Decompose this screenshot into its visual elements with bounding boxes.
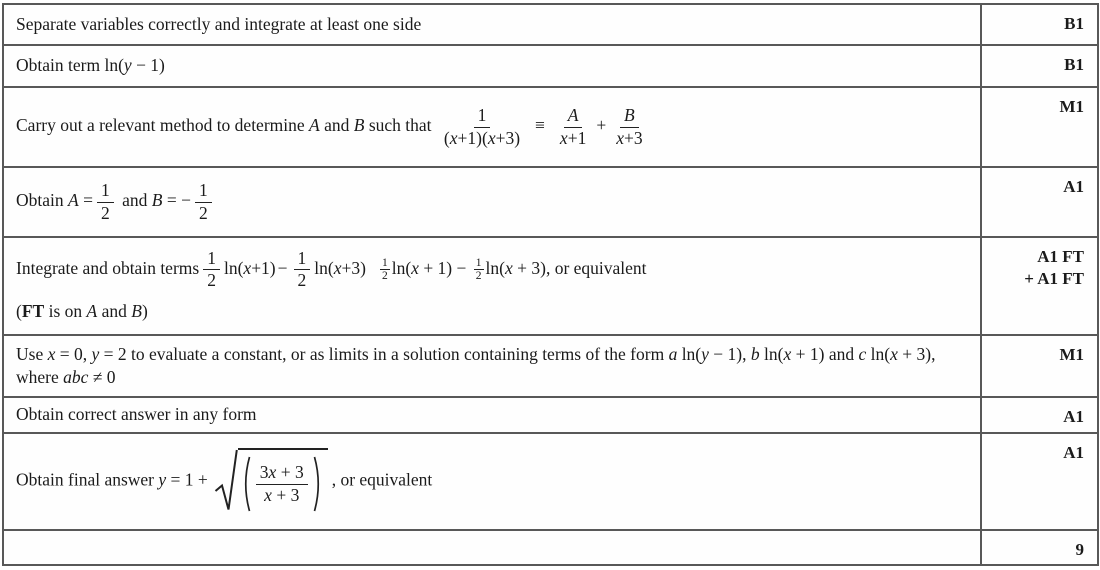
mark-cell-8 bbox=[981, 433, 1098, 530]
criterion-cell-5 bbox=[3, 237, 981, 335]
minus-sign: − bbox=[452, 257, 471, 278]
criterion-cell-6 bbox=[3, 335, 981, 397]
fraction-denominator: 2 bbox=[475, 270, 482, 283]
criterion-text: , or equivalent bbox=[545, 257, 647, 278]
criterion-cell-9 bbox=[3, 530, 981, 565]
fraction-numerator: 1 bbox=[474, 106, 491, 128]
criterion-text: is on bbox=[44, 301, 87, 322]
fraction-numerator: 1 bbox=[195, 181, 212, 203]
fraction-denominator: 2 bbox=[207, 270, 216, 291]
criterion-text: , where bbox=[16, 343, 936, 387]
math-expression: ln(x + 3) bbox=[485, 257, 546, 278]
mark-cell-6 bbox=[981, 335, 1098, 397]
math-expression: ln(x+1) bbox=[223, 257, 276, 278]
criterion-text: and bbox=[97, 301, 132, 322]
criterion-cell-1 bbox=[3, 4, 981, 45]
math-expression: B bbox=[353, 115, 365, 136]
table-row-9 bbox=[3, 530, 1098, 565]
radical-sign-icon bbox=[214, 449, 238, 513]
math-expression: B bbox=[131, 301, 142, 322]
fraction-numerator: 1 bbox=[203, 249, 220, 271]
fraction-numerator: 3x + 3 bbox=[256, 463, 308, 485]
criterion-cell-7 bbox=[3, 397, 981, 433]
criterion-text: Carry out a relevant method to determine bbox=[16, 115, 310, 136]
math-expression: y = 1 + bbox=[158, 469, 208, 490]
criterion-text: Obtain final answer bbox=[16, 469, 159, 490]
criterion-text: ) bbox=[141, 301, 148, 322]
left-paren-icon bbox=[241, 456, 251, 512]
fraction-denominator: (x+1)(x+3) bbox=[443, 127, 521, 148]
table-row-8 bbox=[3, 433, 1098, 530]
mark-cell-3 bbox=[981, 87, 1098, 167]
math-expression: a ln(y − 1), b ln(x + 1) bbox=[668, 343, 825, 364]
right-paren-icon bbox=[313, 456, 323, 512]
fraction bbox=[195, 181, 212, 223]
criterion-cell-3 bbox=[3, 87, 981, 167]
math-line bbox=[16, 247, 647, 291]
math-expression: ln(x + 1) bbox=[391, 257, 453, 278]
fraction bbox=[294, 249, 311, 291]
math-expression: A bbox=[309, 115, 320, 136]
mark-cell-4 bbox=[981, 167, 1098, 237]
math-expression: A bbox=[86, 301, 98, 322]
ft-note-line bbox=[16, 300, 968, 323]
math-expression: ln(x+3) bbox=[314, 257, 366, 278]
criterion-text: Obtain correct answer in any form bbox=[16, 404, 257, 425]
minus-sign: − bbox=[277, 257, 288, 278]
criterion-text: and bbox=[824, 343, 859, 364]
fraction-numerator: 1 bbox=[97, 181, 114, 203]
criterion-text: and bbox=[319, 115, 354, 136]
fraction bbox=[256, 463, 308, 505]
criterion-text: Integrate and obtain terms bbox=[16, 257, 200, 278]
criterion-text: Use bbox=[16, 343, 48, 364]
table-row-7 bbox=[3, 397, 1098, 433]
criterion-text: , or equivalent bbox=[331, 469, 433, 490]
fraction bbox=[440, 106, 524, 148]
mark-label: M1 bbox=[1059, 345, 1084, 364]
criterion-text: Separate variables correctly and integrate at least one side bbox=[16, 13, 422, 34]
table-row-2 bbox=[3, 45, 1098, 87]
criterion-text: Obtain bbox=[16, 190, 69, 211]
fraction-denominator: 2 bbox=[381, 270, 388, 283]
mark-cell-1 bbox=[981, 4, 1098, 45]
criterion-cell-4 bbox=[3, 167, 981, 237]
criterion-cell-2 bbox=[3, 45, 981, 87]
mark-label: B1 bbox=[1064, 14, 1084, 33]
table-row-1 bbox=[3, 4, 1098, 45]
total-marks-label: 9 bbox=[1075, 540, 1084, 559]
ft-label: FT bbox=[21, 301, 45, 322]
fraction-denominator: 2 bbox=[198, 202, 208, 223]
mark-cell-7 bbox=[981, 397, 1098, 433]
math-expression: ln(y − 1) bbox=[104, 55, 165, 76]
fraction-denominator: 2 bbox=[100, 202, 110, 223]
fraction-denominator: x + 3 bbox=[264, 484, 300, 505]
small-fraction bbox=[474, 257, 484, 283]
mark-label: A1 bbox=[1063, 407, 1084, 426]
identity-sign: ≡ bbox=[535, 115, 545, 136]
fraction bbox=[612, 106, 646, 148]
mark-label: + A1 FT bbox=[1024, 269, 1084, 289]
criterion-cell-8 bbox=[3, 433, 981, 530]
fraction-denominator: x+3 bbox=[616, 127, 643, 148]
mark-cell-5 bbox=[981, 237, 1098, 335]
fraction-numerator: 1 bbox=[294, 249, 311, 271]
table-row-4 bbox=[3, 167, 1098, 237]
mark-label: M1 bbox=[1059, 97, 1084, 116]
radicand bbox=[238, 448, 328, 515]
total-marks-cell bbox=[981, 530, 1098, 565]
criterion-text: ( bbox=[16, 301, 22, 322]
mark-label: A1 bbox=[1063, 443, 1084, 462]
mark-label: B1 bbox=[1064, 55, 1084, 74]
criterion-text: and bbox=[117, 190, 152, 211]
fraction-numerator: A bbox=[564, 106, 583, 128]
math-expression: c ln(x + 3) bbox=[858, 343, 932, 364]
math-expression: A = bbox=[68, 190, 93, 211]
small-fraction bbox=[380, 257, 390, 283]
fraction-numerator: 1 bbox=[475, 256, 482, 269]
fraction-denominator: 2 bbox=[297, 270, 307, 291]
plus-sign: + bbox=[596, 115, 607, 136]
mark-scheme-table bbox=[2, 3, 1099, 566]
criterion-text: Obtain term bbox=[16, 55, 105, 76]
square-root bbox=[214, 448, 328, 515]
criterion-text: to evaluate a constant, or as limits in a solution containing terms of the form bbox=[126, 343, 669, 364]
math-expression: abc ≠ 0 bbox=[63, 367, 116, 387]
table-row-5 bbox=[3, 237, 1098, 335]
mark-cell-2 bbox=[981, 45, 1098, 87]
fraction bbox=[203, 249, 220, 291]
math-expression: x = 0, y = 2 bbox=[47, 343, 127, 364]
fraction bbox=[97, 181, 114, 223]
table-row-3 bbox=[3, 87, 1098, 167]
fraction-numerator: 1 bbox=[381, 256, 388, 269]
fraction-numerator: B bbox=[620, 106, 639, 128]
fraction bbox=[556, 106, 590, 148]
mark-label: A1 FT bbox=[1037, 247, 1084, 266]
mark-label: A1 bbox=[1063, 177, 1084, 196]
criterion-text: such that bbox=[364, 115, 432, 136]
math-expression: B = − bbox=[151, 190, 191, 211]
fraction-denominator: x+1 bbox=[559, 127, 587, 148]
table-row-6 bbox=[3, 335, 1098, 397]
